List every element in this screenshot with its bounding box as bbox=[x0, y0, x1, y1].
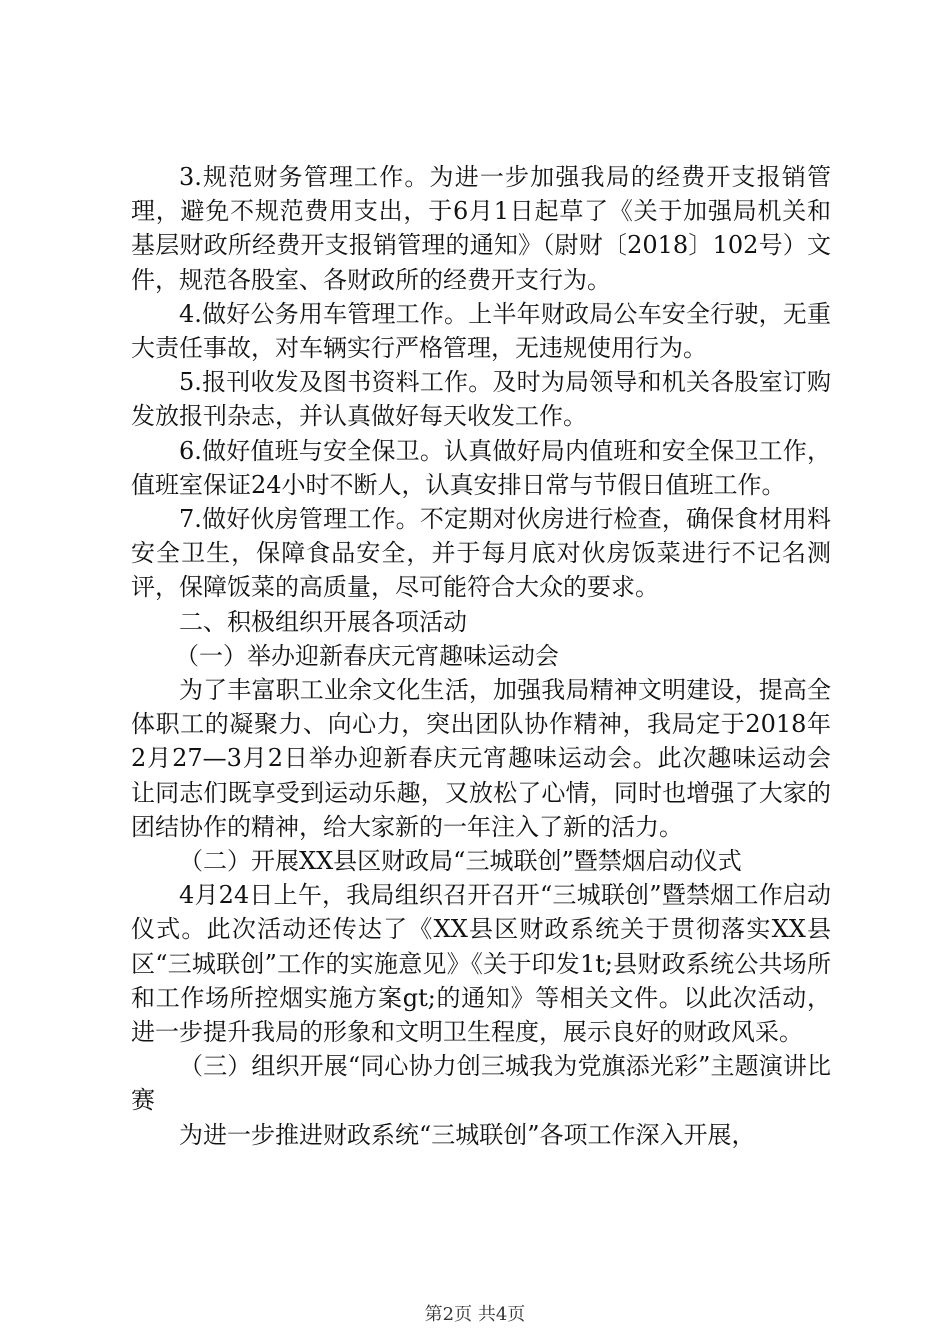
paragraph-vehicle-management: 4.做好公务用车管理工作。上半年财政局公车安全行驶，无重大责任事故，对车辆实行严格管理，无违规使用行为。 bbox=[131, 299, 831, 363]
subheading-three-cities-launch: （二）开展XX县区财政局“三城联创”暨禁烟启动仪式 bbox=[179, 847, 742, 876]
paragraph-newspaper-distribution: 5.报刊收发及图书资料工作。及时为局领导和机关各股室订购发放报刊杂志，并认真做好每天收发工作。 bbox=[131, 368, 831, 431]
paragraph-sports-meeting: 为了丰富职工业余文化生活，加强我局精神文明建设，提高全体职工的凝聚力、向心力，突出团队协作精神，我局定于2018年2月27—3月2日举办迎新春庆元宵趣味运动会。此次趣味运动会让同志们既享受到运动乐趣，又放松了心情，同时也增强了大家的团结协作的精神，给大家新的一年注入了新的活力。 bbox=[131, 676, 831, 841]
section-heading-activities: 二、积极组织开展各项活动 bbox=[179, 607, 467, 636]
paragraph-speech-contest: 为进一步推进财政系统“三城联创”各项工作深入开展， bbox=[179, 1120, 756, 1149]
paragraph-kitchen-management: 7.做好伙房管理工作。不定期对伙房进行检查，确保食材用料安全卫生，保障食品安全，并于每月底对伙房饭菜进行不记名测评，保障饭菜的高质量，尽可能符合大众的要求。 bbox=[131, 505, 831, 602]
document-body bbox=[131, 160, 831, 1152]
paragraph-duty-security: 6.做好值班与安全保卫。认真做好局内值班和安全保卫工作，值班室保证24小时不断人，认真安排日常与节假日值班工作。 bbox=[131, 436, 831, 499]
paragraph-three-cities-launch: 4月24日上午，我局组织召开召开“三城联创”暨禁烟工作启动仪式。此次活动还传达了《XX县区财政系统关于贯彻落实XX县区“三城联创”工作的实施意见》《关于印发1t;县财政系统公共场所和工作场所控烟实施方案gt;的通知》等相关文件。以此次活动，进一步提升我局的形象和文明卫生程度，展示良好的财政风采。 bbox=[131, 881, 831, 1047]
subheading-sports-meeting: （一）举办迎新春庆元宵趣味运动会 bbox=[175, 641, 559, 670]
paragraph-finance-management: 3.规范财务管理工作。为进一步加强我局的经费开支报销管理，避免不规范费用支出，于6月1日起草了《关于加强局机关和基层财政所经费开支报销管理的通知》（尉财〔2018〕102号）文件，规范各股室、各财政所的经费开支行为。 bbox=[131, 163, 831, 294]
page-number-footer: 第2页 共4页 bbox=[424, 1304, 526, 1325]
subheading-speech-contest: （三）组织开展“同心协力创三城我为党旗添光彩”主题演讲比赛 bbox=[131, 1052, 831, 1115]
